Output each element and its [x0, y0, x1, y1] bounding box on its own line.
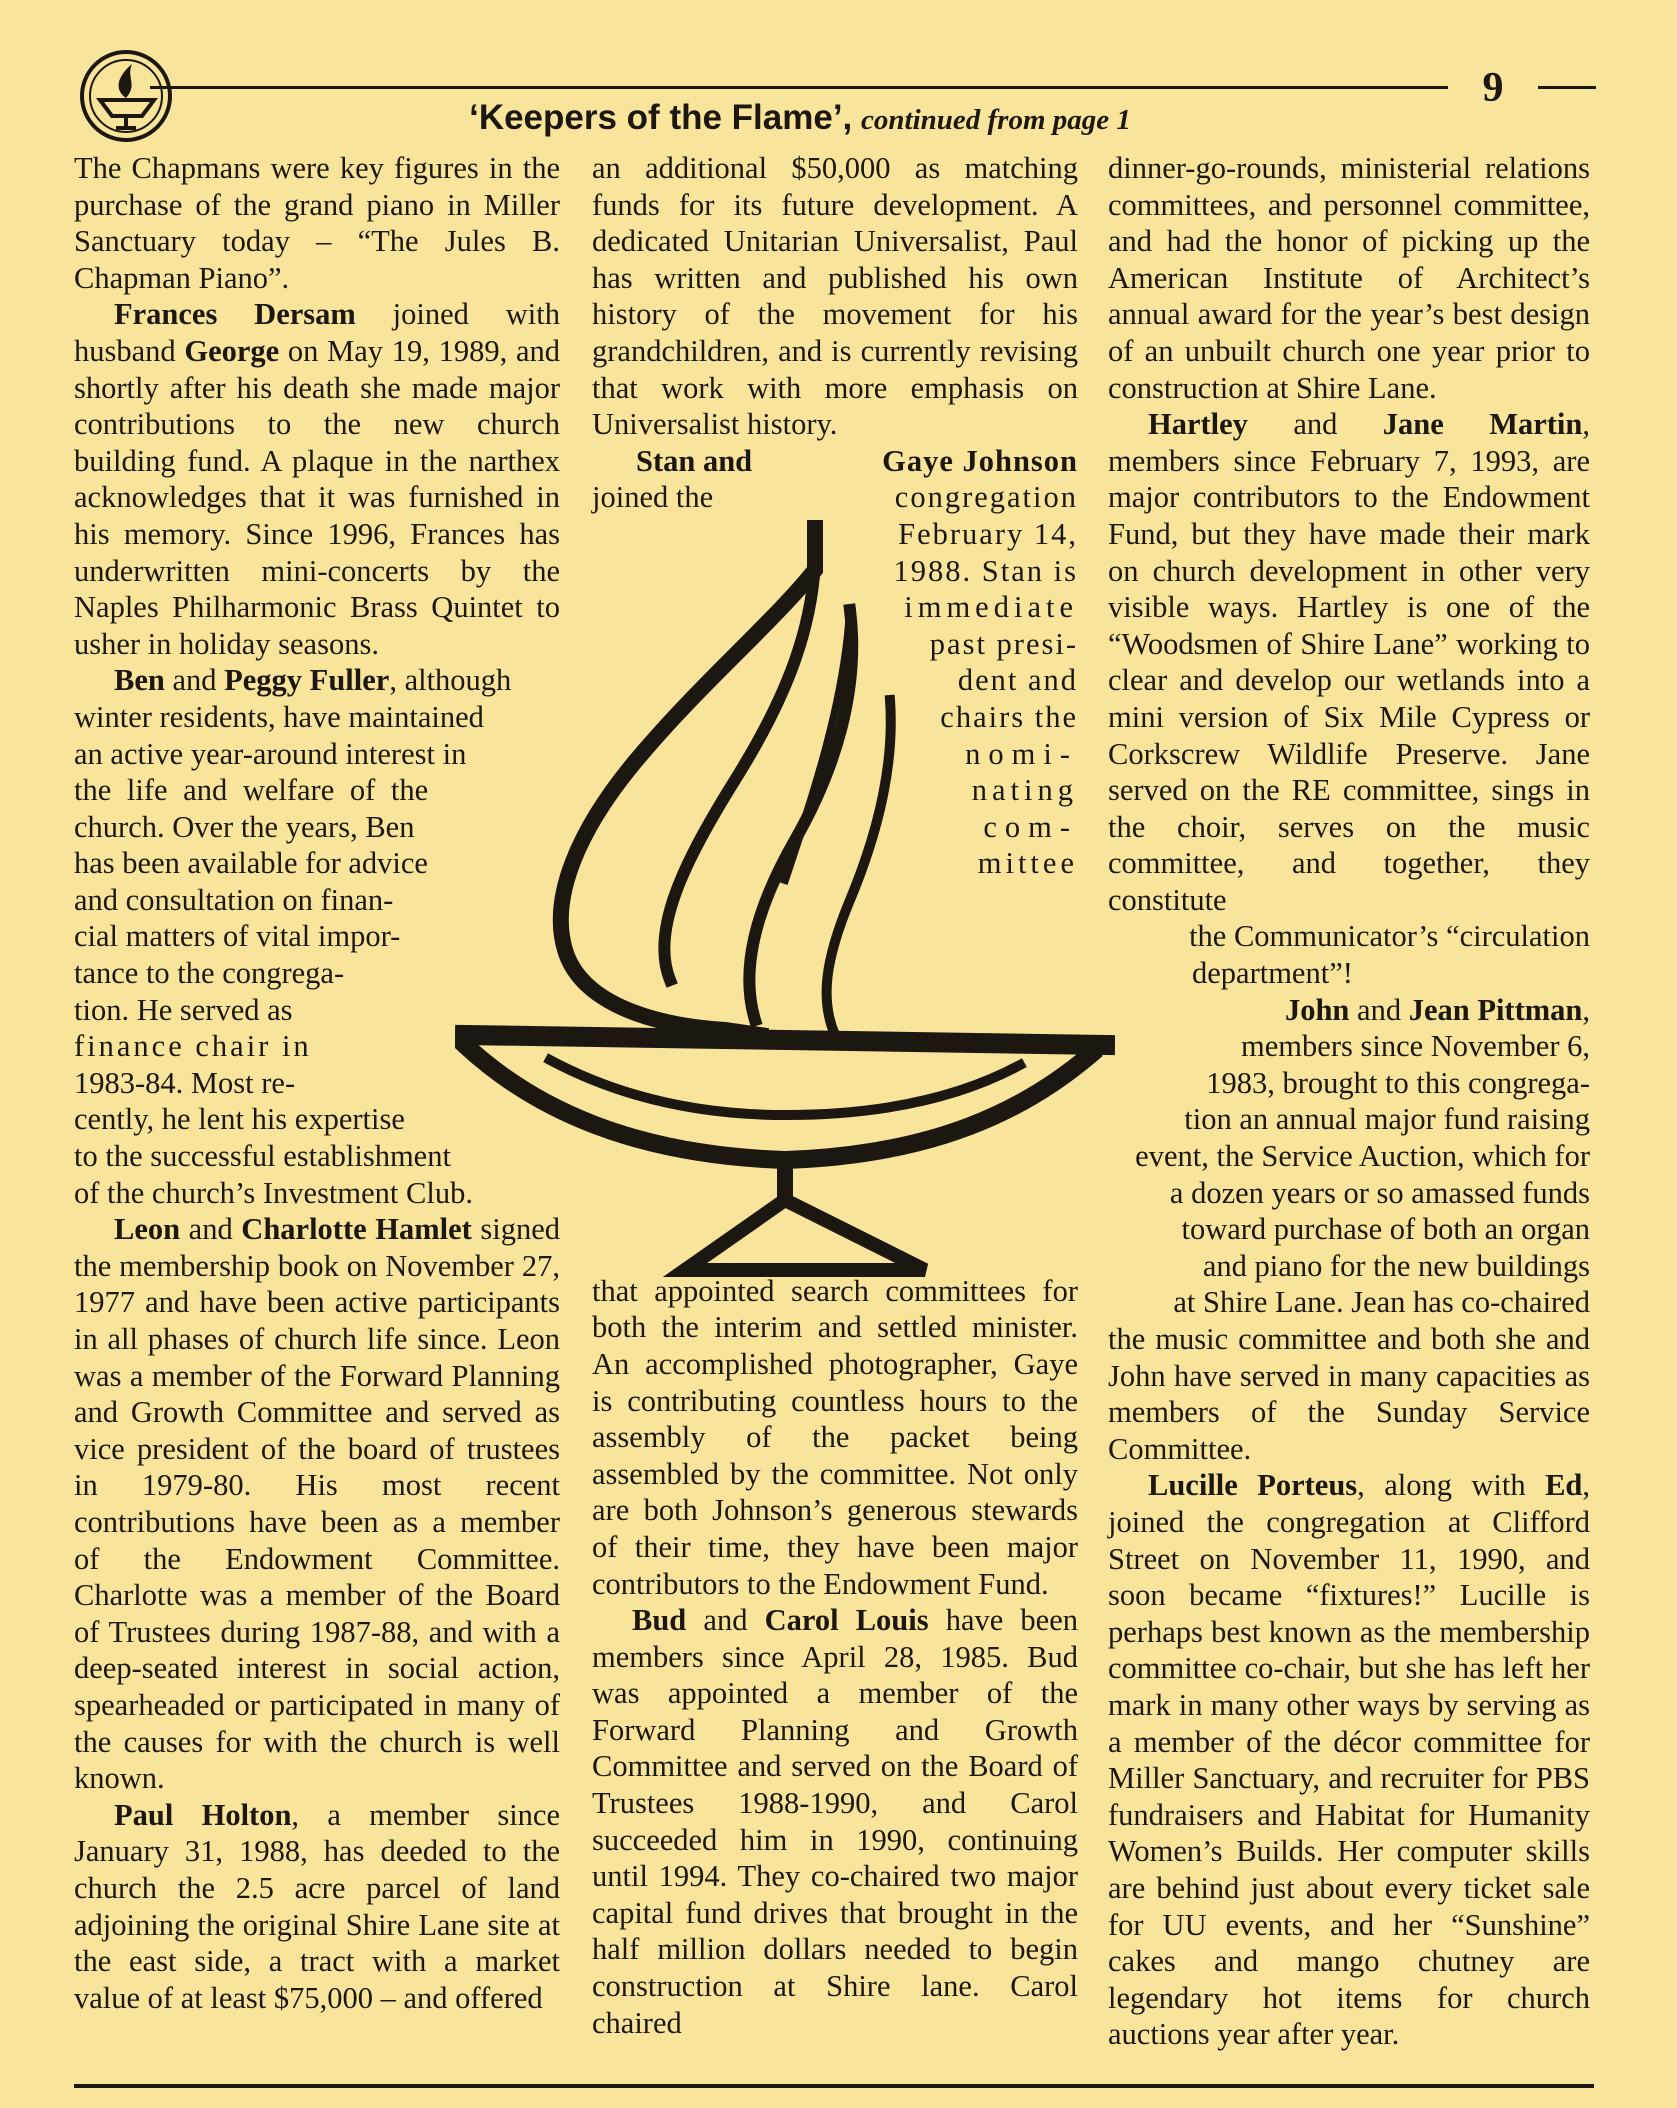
text-span: , members since February 7, 1993, are major contributors to the Endowment Fund, but they have made their mark on church development in other very visible ways. Hartley is one of the “Woodsmen of Shire Lane” working to clear and develop our wetlands into a mini version of Six Mile Cypress or Corkscrew Wildlife Preserve. Jane served on the RE committee, sings in the choir, serves on the music committee, and together, they constitute [1108, 407, 1590, 917]
wrap-line: nomi- [965, 736, 1078, 771]
name-george: George [184, 333, 280, 368]
wrap-line: finance chair in [74, 1029, 312, 1064]
name-gaye-johnson: Gaye Johnson [882, 443, 1078, 478]
name-ben: Ben [114, 663, 165, 698]
wrap-line: cently, he lent his expertise [74, 1102, 405, 1137]
paragraph-martin [1108, 406, 1590, 918]
wrap-line: and consultation on finan- [74, 882, 394, 917]
name-leon: Leon [114, 1212, 181, 1247]
name-charlotte-hamlet: Charlotte Hamlet [241, 1212, 472, 1247]
wrap-line: the life and welfare of the [74, 773, 429, 808]
wrap-line: members since November 6, [1241, 1029, 1590, 1064]
wrap-line: the Communicator’s “circulation [1189, 919, 1590, 954]
joined-the: joined the [592, 480, 714, 515]
wrap-line: chairs the [940, 699, 1078, 734]
stan-and: Stan and [636, 443, 753, 478]
paragraph-louis [592, 1602, 1078, 2041]
wrap-line: toward purchase of both an organ [1181, 1212, 1590, 1247]
name-john: John [1284, 992, 1350, 1027]
wrap-line: church. Over the years, Ben [74, 809, 415, 844]
wrap-line: an active year-around interest in [74, 736, 467, 771]
text-span: and [686, 1603, 765, 1638]
wrap-line: 1983, brought to this congrega- [1206, 1065, 1590, 1100]
paragraph-chapmans: The Chapmans were key figures in the purchase of the grand piano in Miller Sanctuary today – “The Jules B. Chapman Piano”. [74, 151, 560, 295]
wrap-line: and piano for the new buildings [1202, 1248, 1590, 1283]
paragraph-holton-cont: an additional $50,000 as matching funds for its future development. A dedicated Unitarian Universalist, Paul has written and published his own history of the movement for his grandchildren, and is currently revising that work with more emphasis on Universalist history. [592, 151, 1078, 442]
name-hartley: Hartley [1148, 407, 1248, 442]
paragraph-porteus [1108, 1467, 1590, 2053]
wrap-line: mittee [977, 846, 1078, 881]
text-span: joined with husband [74, 297, 560, 368]
page-number: 9 [1482, 65, 1504, 111]
name-peggy-fuller: Peggy Fuller [224, 663, 390, 698]
wrap-line: 1983-84. Most re- [74, 1065, 296, 1100]
footer-rule [74, 2084, 1594, 2088]
article-title: ‘Keepers of the Flame’, [469, 98, 853, 137]
wrap-line: 1988. Stan is [893, 553, 1078, 588]
flaming-chalice-icon [455, 500, 1115, 1300]
text-span: and [180, 1212, 242, 1247]
wrap-line: tance to the congrega- [74, 956, 345, 991]
name-frances-dersam: Frances Dersam [114, 297, 356, 332]
wrap-line: cial matters of vital impor- [74, 919, 401, 954]
text-span: , joined the congregation at Clifford Street on November 11, 1990, and soon became “fixtures!” Lucille is perhaps best known as the membership committee co-chair, but she has left her mark in many other ways by serving as a member of the décor committee for Miller Sanctuary, and recruiter for PBS fundraisers and Habitat for Humanity Women’s Builds. Her computer skills are behind just about every ticket sale for UU events, and her “Sunshine” cakes and mango chutney are legendary hot items for church auctions year after year. [1108, 1468, 1590, 2052]
name-jean-pittman: Jean Pittman [1408, 992, 1583, 1027]
wrap-line: to the successful establishment [74, 1139, 451, 1174]
wrap-line: nating [971, 773, 1078, 808]
wrap-line: tion. He served as [74, 992, 293, 1027]
name-carol-louis: Carol Louis [764, 1603, 929, 1638]
paragraph-pittman [1108, 992, 1590, 1321]
column-3 [1108, 150, 1590, 2053]
name-lucille-porteus: Lucille Porteus [1148, 1468, 1358, 1503]
text-span: , along with [1357, 1468, 1546, 1503]
text-span: have been members since April 28, 1985. Bud was appointed a member of the Forward Planning and Growth Committee and served on the Board of Trustees 1988-1990, and Carol succeeded him in 1990, continuing until 1994. They co-chaired two major capital fund drives that brought in the half million dollars needed to begin construction at Shire lane. Carol chaired [592, 1603, 1078, 2040]
paragraph-louis-cont: dinner-go-rounds, ministerial relations committees, and personnel committee, and had the honor of picking up the American Institute of Architect’s annual award for the year’s best design of an unbuilt church one year prior to construction at Shire Lane. [1108, 151, 1590, 405]
wrap-line: com- [983, 809, 1078, 844]
text-span: signed the membership book on November 27, 1977 and have been active participants in all phases of church life since. Leon was a member of the Forward Planning and Growth Committee and served as vice president of the board of trustees in 1979-80. His most recent contributions have been as a member of the Endowment Committee. Charlotte was a member of the Board of Trustees during 1987-88, and with a deep-seated interest in social action, spearheaded or participated in many of the causes for with the church is well known. [74, 1212, 560, 1796]
text-span: on May 19, 1989, and shortly after his death she made major contributions to the new church building fund. A plaque in the narthex acknowledges that it was furnished in his memory. Since 1996, Frances has underwritten mini-concerts by the Naples Philharmonic Brass Quintet to usher in holiday seasons. [74, 333, 560, 661]
wrap-line: a dozen years or so amassed funds [1169, 1175, 1590, 1210]
wrap-line: past presi- [929, 626, 1078, 661]
name-bud: Bud [632, 1603, 687, 1638]
continued-note: continued from page 1 [861, 104, 1131, 136]
wrap-line: dent and [957, 663, 1078, 698]
name-paul-holton: Paul Holton [114, 1797, 292, 1832]
text-span: , although [389, 663, 512, 698]
running-head [300, 98, 1300, 138]
paragraph-pittman-cont: the music committee and both she and John have served in many capacities as members of the Sunday Service Committee. [1108, 1322, 1590, 1466]
paragraph-holton [74, 1797, 560, 2017]
wrap-line: has been available for advice [74, 846, 428, 881]
wrap-line [1108, 992, 1590, 1029]
text-span: and [1247, 407, 1383, 442]
wrap-line: congregation [894, 480, 1078, 515]
wrap-line: winter residents, have maintained [74, 699, 484, 734]
text-span: , [1582, 992, 1590, 1027]
wrap-line: of the church’s Investment Club. [74, 1175, 473, 1210]
name-ed: Ed [1545, 1468, 1583, 1503]
wrap-line: at Shire Lane. Jean has co-chaired [1173, 1285, 1590, 1320]
header-rule [150, 86, 1448, 89]
wrap-line: February 14, [898, 516, 1078, 551]
wrap-line: immediate [904, 590, 1078, 625]
text-span: , a member since January 31, 1988, has deeded to the church the 2.5 acre parcel of land adjoining the original Shire Lane site at the east side, a tract with a market value of at least $75,000 – and offered [74, 1797, 561, 2015]
name-jane-martin: Jane Martin [1382, 407, 1583, 442]
wrap-line: department”! [1192, 956, 1353, 991]
text-span: and [164, 663, 225, 698]
paragraph-johnson-cont: that appointed search committees for both the interim and settled minister. An accomplished photographer, Gaye is contributing countless hours to the assembly of the packet being assembled by the committee. Not only are both Johnson’s generous stewards of their time, they have been major contributors to the Endowment Fund. [592, 1273, 1078, 1601]
header-rule-right [1538, 86, 1596, 89]
text-span: and [1349, 992, 1409, 1027]
wrap-line: event, the Service Auction, which for [1135, 1139, 1590, 1174]
chalice-logo-icon [72, 40, 184, 152]
wrap-line: tion an annual major fund raising [1184, 1102, 1590, 1137]
